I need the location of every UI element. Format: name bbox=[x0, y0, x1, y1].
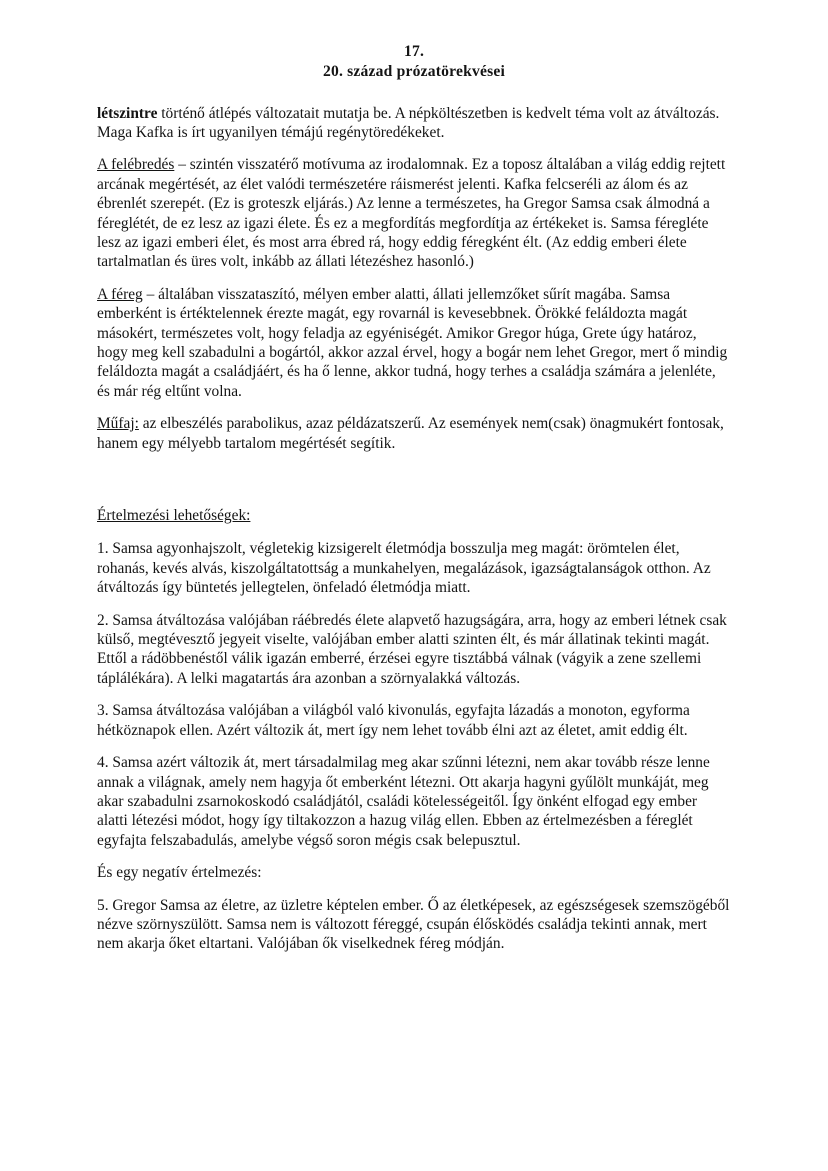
document-title: 20. század prózatörekvései bbox=[322, 63, 506, 81]
page-number: 17. bbox=[403, 43, 425, 60]
fereg-text: – általában visszataszító, mélyen ember alatti, állati jellemzőket sűrít magába. Samsa emberként is értéktelennek érezte magát, egy rovarnál is kevesebbnek. Örökké feláldozta magát másokért, természetes volt, hogy feladja az egyéniségét. Amikor Gregor húga, Grete úgy határoz, hogy meg kell szabadulni a bogártól, akkor azzal érvel, hogy a bogár nem lehet Gregor, mert ő mindig feláldozta magát a családjáért, és ha ő lenne, akkor tudná, hogy terhes a családja számára a jelenléte, és már rég eltűnt volna. bbox=[97, 285, 728, 400]
paragraph-felebredes bbox=[97, 155, 731, 271]
felebredes-lead-term: A felébredés bbox=[97, 156, 175, 174]
negative-interpretation-note: És egy negatív értelmezés: bbox=[97, 864, 262, 882]
paragraph-fereg bbox=[97, 285, 731, 401]
paragraph-intro bbox=[97, 104, 731, 143]
section-gap bbox=[97, 466, 731, 506]
interpretation-item-1: 1. Samsa agyonhajszolt, végletekig kizsigerelt életmódja bosszulja meg magát: örömtelen élet, rohanás, kevés alvás, kiszolgáltatottság a munkahelyen, megalázások, igazságtalanságok otthon. Az átváltozás így büntetés jellegtelen, önfeladó életmódja miatt. bbox=[97, 540, 711, 597]
interpretation-item-4: 4. Samsa azért változik át, mert társadalmilag meg akar szűnni létezni, nem akar tovább része lenne annak a világnak, amely nem hagyja őt emberként létezni. Ott akarja hagyni gyűlölt munkáját, meg akar szabadulni zsarnokoskodó családjától, családi kötelességeitől. Így önként elfogad egy ember alatti létezési módot, hogy így tiltakozzon a hazug világ ellen. Ebben az értelmezésben a féreglét egyfajta felszabadulás, amelybe végső soron mégis csak belepusztul. bbox=[97, 754, 710, 849]
fereg-lead-term: A féreg bbox=[97, 285, 143, 303]
interpretations-heading: Értelmezési lehetőségek: bbox=[97, 507, 251, 525]
mufaj-text: az elbeszélés parabolikus, azaz példázatszerű. Az események nem(csak) önagmukért fontosak, hanem egy mélyebb tartalom megértését segítik. bbox=[97, 415, 724, 452]
mufaj-lead-term: Műfaj: bbox=[97, 415, 139, 433]
document-header bbox=[97, 42, 731, 83]
intro-text: történő átlépés változatait mutatja be. A népköltészetben is kedvelt téma volt az átváltozás. Maga Kafka is írt ugyanilyen témájú regénytöredékeket. bbox=[97, 104, 720, 141]
interpretation-item-2: 2. Samsa átváltozása valójában ráébredés élete alapvető hazugságára, arra, hogy az emberi létnek csak külső, megtévesztő jegyeit viselte, valójában ember alatti szinten élt, és már állatinak tekinti magát. Ettől a rádöbbenéstől válik igazán emberré, érzései egyre tisztábbá válnak (vágyik a zene szellemi táplálékára). A lelki magatartás ára azonban a szörnyalakká változás. bbox=[97, 611, 727, 687]
interpretation-item-5: 5. Gregor Samsa az életre, az üzletre képtelen ember. Ő az életképesek, az egészségesek szemszögéből nézve szörnyszülött. Samsa nem is változott féreggé, csupán élősködés családja tekinti annak, mert nem akarja őket eltartani. Valójában ők viselkednek féreg módján. bbox=[97, 896, 730, 953]
intro-lead-word: létszintre bbox=[97, 104, 158, 122]
felebredes-text: – szintén visszatérő motívuma az irodalomnak. Ez a toposz általában a világ eddig rejtett arcának megértését, az élet valódi természetére ráismerést jelenti. Kafka felcseréli az álom és az ébrenlét szerepét. (Ez is groteszk eljárás.) Az lenne a természetes, ha Gregor Samsa csak álmodná a féreglétét, de ez lesz az igazi élete. És ez a megfordítás megfordítja az értékeket is. Samsa féregléte lesz az igazi emberi élet, és most arra ébred rá, hogy eddig féregként élt. (Az eddig emberi élete tartalmatlan és üres volt, inkább az állati létezéshez hasonló.) bbox=[97, 156, 726, 271]
paragraph-mufaj bbox=[97, 414, 731, 453]
interpretation-item-3: 3. Samsa átváltozása valójában a világból való kivonulás, egyfajta lázadás a monoton, egyforma hétköznapok ellen. Azért változik át, mert így nem lehet tovább élni azt az életet, amit eddig élt. bbox=[97, 702, 690, 739]
